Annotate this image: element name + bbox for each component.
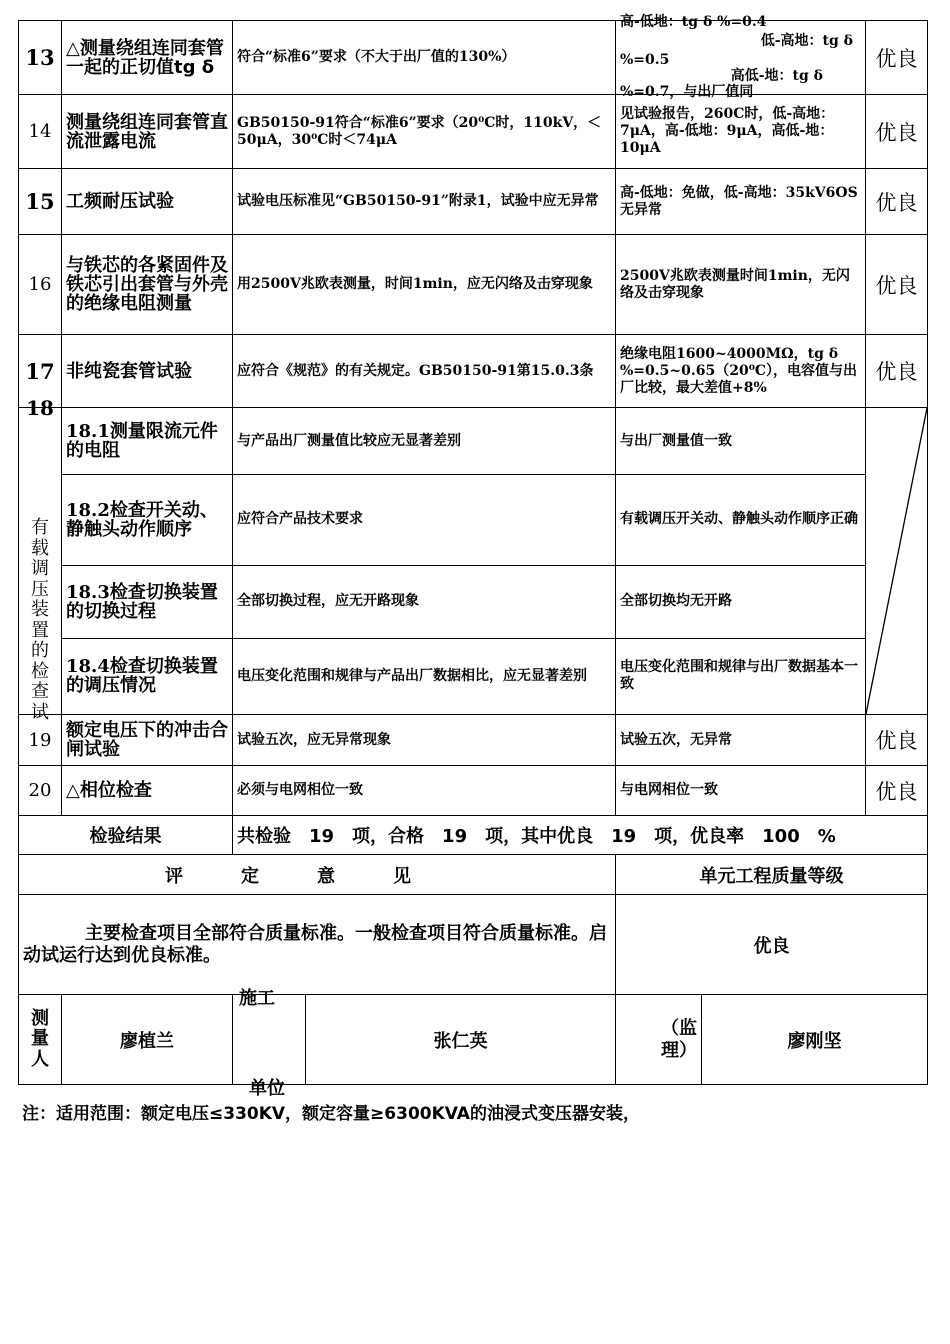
- result-text: 电压变化范围和规律与出厂数据基本一致: [616, 638, 866, 714]
- item-name: 18.1测量限流元件的电阻: [62, 408, 233, 475]
- quality-grade-header: 单元工程质量等级: [616, 855, 928, 895]
- row-number: 15: [19, 169, 62, 235]
- diagonal-slash: [866, 408, 927, 714]
- item-name: 测量绕组连同套管直流泄露电流: [62, 95, 233, 169]
- standard-text: 必须与电网相位一致: [233, 766, 616, 816]
- standard-text: 试验五次，应无异常现象: [233, 715, 616, 766]
- result-line: 低-高地：tg δ: [760, 32, 853, 49]
- item-name: 工频耐压试验: [62, 169, 233, 235]
- result-line: 高-低地：tg δ %=0.4: [620, 13, 767, 30]
- grade-text: 优良: [866, 715, 928, 766]
- summary-label: 检验结果: [19, 816, 233, 855]
- table-row: [19, 21, 928, 95]
- footnote: 注：适用范围：额定电压≤330KV，额定容量≥6300KVA的油浸式变压器安装，: [22, 1104, 640, 1124]
- construction-name: 张仁英: [306, 995, 616, 1085]
- item-name: 与铁芯的各紧固件及铁芯引出套管与外壳的绝缘电阻测量: [62, 235, 233, 335]
- table-row: [19, 638, 928, 714]
- result-text: 2500V兆欧表测量时间1min，无闪络及击穿现象: [616, 235, 866, 335]
- result-line: 高低-地：tg δ: [730, 67, 823, 84]
- table-row: [19, 235, 928, 335]
- item-name: 非纯瓷套管试验: [62, 335, 233, 408]
- standard-text: 应符合《规范》的有关规定。GB50150-91第15.0.3条: [233, 335, 616, 408]
- result-text: 绝缘电阻1600~4000MΩ，tg δ %=0.5~0.65（20⁰C），电容值与出厂比较，最大差值+8%: [616, 335, 866, 408]
- row-number: 13: [19, 21, 62, 95]
- supervisor-label: （监理）: [661, 1017, 697, 1061]
- opinion-header-row: [19, 855, 928, 895]
- item-name: △测量绕组连同套管一起的正切值tg δ: [62, 21, 233, 95]
- group-18-label-cell: [19, 396, 62, 723]
- result-line: %=0.5: [620, 51, 670, 68]
- table-row: [19, 715, 928, 766]
- table-row: [19, 766, 928, 816]
- measurer-label-cell: [19, 995, 62, 1085]
- grade-text: 优良: [866, 766, 928, 816]
- result-text: 与电网相位一致: [616, 766, 866, 816]
- row-number: 18: [26, 396, 54, 420]
- summary-row: [19, 816, 928, 855]
- standard-text: GB50150-91符合“标准6”要求（20⁰C时，110kV，＜50μA，30⁰C时＜74μA: [233, 95, 616, 169]
- standard-text: 全部切换过程，应无开路现象: [233, 565, 616, 638]
- standard-text: 应符合产品技术要求: [233, 475, 616, 565]
- result-text: 有载调压开关动、静触头动作顺序正确: [616, 475, 866, 565]
- item-name: 18.3检查切换装置的切换过程: [62, 565, 233, 638]
- item-name: 额定电压下的冲击合闸试验: [62, 715, 233, 766]
- table-row: [19, 408, 928, 475]
- standard-text: 电压变化范围和规律与产品出厂数据相比，应无显著差别: [233, 638, 616, 714]
- result-line: %=0.7，与出厂值同: [620, 83, 754, 100]
- standard-text: 与产品出厂测量值比较应无显著差别: [233, 408, 616, 475]
- row-number: 19: [19, 715, 62, 766]
- result-text: [616, 13, 866, 100]
- row-number: 20: [19, 766, 62, 816]
- grade-text: 优良: [866, 95, 928, 169]
- result-text: 与出厂测量值一致: [616, 408, 866, 475]
- measurer-name: 廖植兰: [62, 995, 233, 1085]
- inspection-table: [18, 13, 928, 1099]
- diagonal-slash-cell: [866, 408, 928, 715]
- grade-text: 优良: [866, 335, 928, 408]
- opinion-text: 主要检查项目全部符合质量标准。一般检查项目符合质量标准。启动试运行达到优良标准。: [23, 922, 607, 966]
- result-text: 见试验报告，260C时，低-高地：7μA，高-低地：9μA，高低-地：10μA: [616, 95, 866, 169]
- item-name: 18.2检查开关动、静触头动作顺序: [62, 475, 233, 565]
- group-18-label: 有载调压装置的检查试: [31, 517, 49, 723]
- signature-row: [19, 995, 928, 1085]
- row-number: 16: [19, 235, 62, 335]
- opinion-text-cell: [19, 895, 616, 995]
- result-text: 高-低地：免做，低-高地：35kV6OS无异常: [616, 169, 866, 235]
- grade-text: 优良: [866, 235, 928, 335]
- table-row: [19, 335, 928, 408]
- construction-label-bottom: 单位: [249, 1077, 285, 1099]
- item-name: △相位检查: [62, 766, 233, 816]
- standard-text: 符合“标准6”要求（不大于出厂值的130%）: [233, 21, 616, 95]
- item-name: 18.4检查切换装置的调压情况: [62, 638, 233, 714]
- opinion-row: [19, 895, 928, 995]
- table-row: [19, 565, 928, 638]
- summary-text: 共检验 19 项，合格 19 项，其中优良 19 项，优良率 100 %: [233, 816, 928, 855]
- table-row: [19, 169, 928, 235]
- standard-text: 试验电压标准见“GB50150-91”附录1，试验中应无异常: [233, 169, 616, 235]
- construction-label-top: 施工: [239, 987, 275, 1009]
- table-row: [19, 95, 928, 169]
- measurer-label: 测量人: [31, 1007, 49, 1070]
- grade-text: 优良: [866, 169, 928, 235]
- result-text: 试验五次，无异常: [616, 715, 866, 766]
- table-row: [19, 475, 928, 565]
- result-text: 全部切换均无开路: [616, 565, 866, 638]
- inspection-form: [18, 13, 927, 1099]
- supervisor-label-cell: [616, 995, 702, 1085]
- quality-grade-value: 优良: [616, 895, 928, 995]
- standard-text: 用2500V兆欧表测量，时间1min，应无闪络及击穿现象: [233, 235, 616, 335]
- grade-text: 优良: [866, 21, 928, 95]
- opinion-header: 评定意见: [19, 855, 616, 895]
- row-number: 14: [19, 95, 62, 169]
- row-number: 17: [19, 335, 62, 408]
- supervisor-name: 廖刚坚: [702, 995, 928, 1085]
- construction-label-cell: [233, 987, 306, 1099]
